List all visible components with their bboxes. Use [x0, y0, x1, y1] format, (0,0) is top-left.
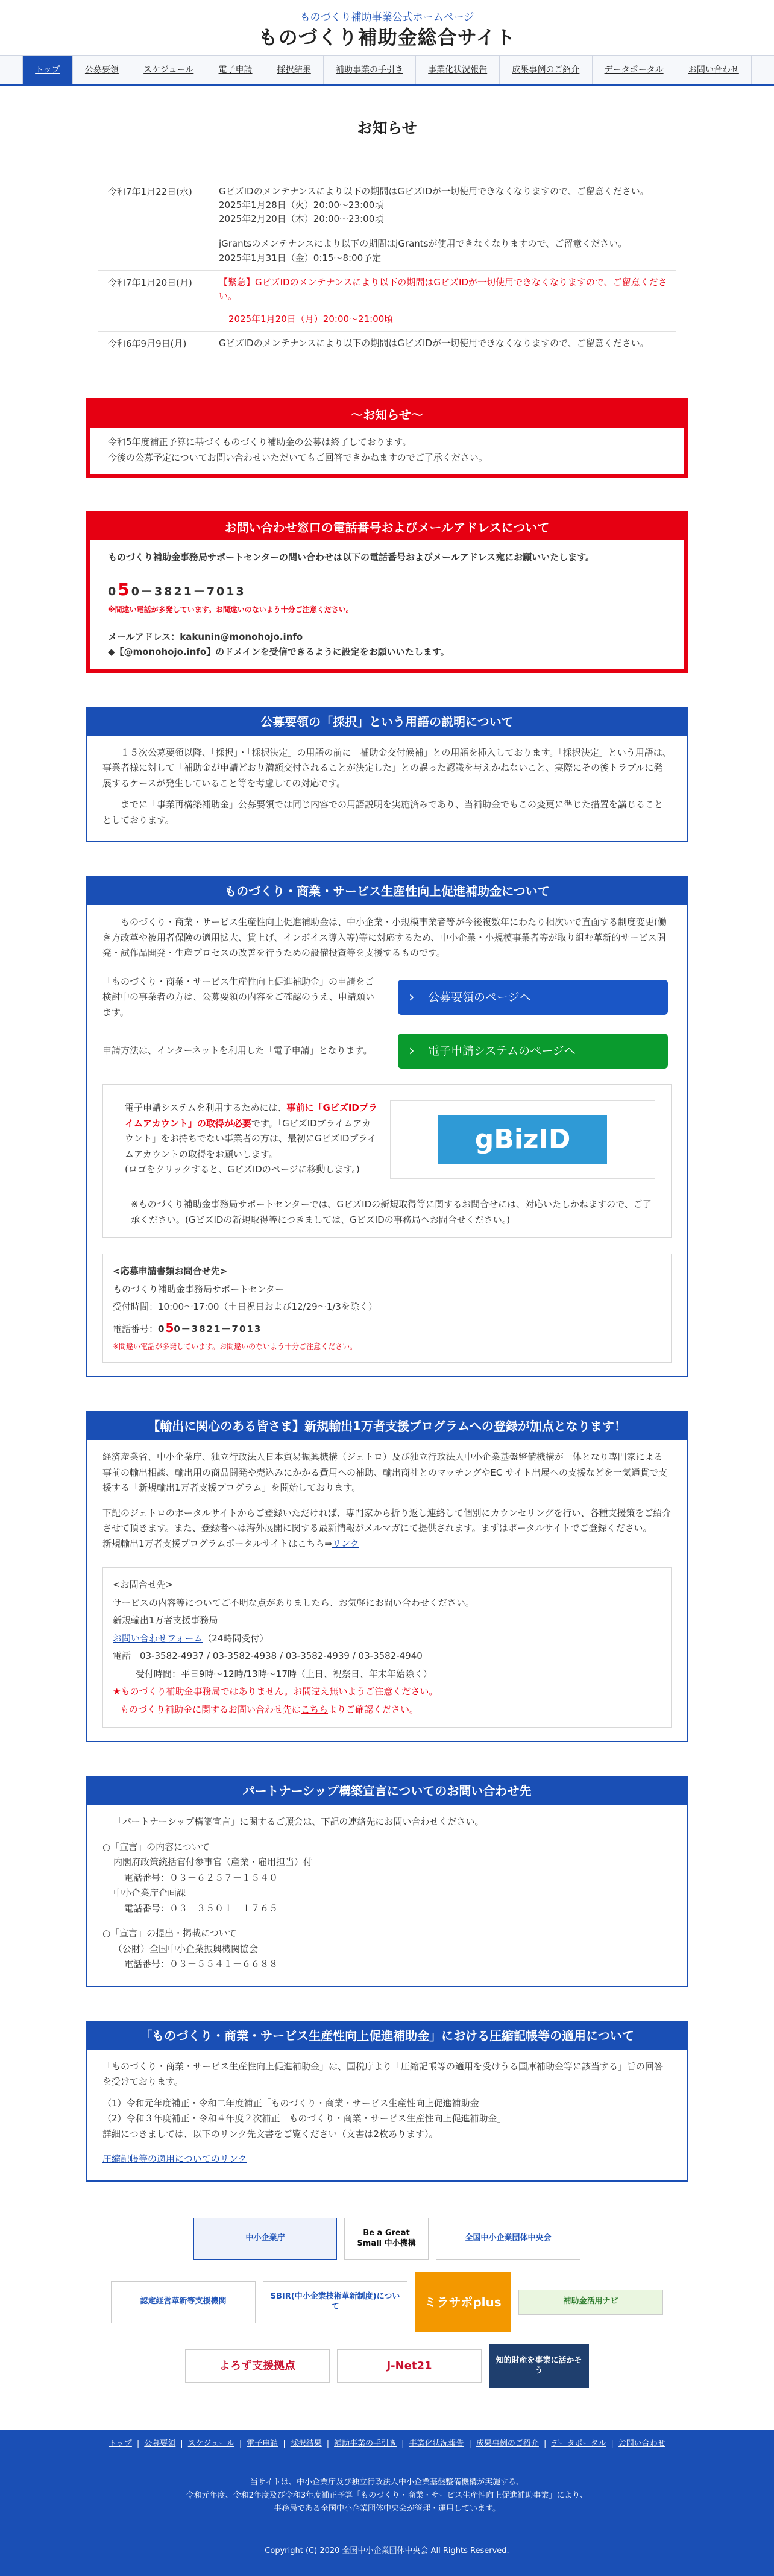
contact-org: 新規輸出1万者支援事務局	[113, 1615, 218, 1626]
section-text: １５次公募要領以降、「採択」・「採択決定」の用語の前に「補助金交付候補」との用語を挿入しております。「採択決定」という用語は、事業者様に対して「補助金が申請どおり満額交付されることが決定した」との誤った認識を与えかねないこと、実際にその後トラブルに発展するケースが発生していること等を考慮しての対応です。	[102, 747, 672, 789]
sbir-banner[interactable]: SBIR(中小企業技術革新制度)について	[263, 2281, 407, 2323]
phone-warning: ※間違い電話が多発しています。お間違いのないよう十分ご注意ください。	[108, 605, 353, 614]
news-item	[98, 180, 676, 271]
footer-link-top[interactable]: トップ	[109, 2439, 132, 2448]
gbiz-text: 電子申請システムを利用するためには、事前に「GビズIDプライムアカウント」の取得が必要です。「GビズIDプライムアカウント」をお持ちでない事業者の方は、最初にGビズIDプライムアカウントの取得をお願いします。 (ロゴをクリックすると、GビズIDのページに移動します。)	[125, 1102, 377, 1175]
compression-section	[86, 2021, 688, 2182]
footer-link-guidelines[interactable]: 公募要領	[144, 2439, 176, 2448]
contact-title: お問い合わせ窓口の電話番号およびメールアドレスについて	[90, 515, 684, 540]
partner-phone: 電話番号：０３－５５４１－６６８８	[124, 1959, 278, 1970]
partner-item: ○「宣言」の内容について	[102, 1841, 210, 1852]
site-subtitle: ものづくり補助事業公式ホームページ	[300, 11, 474, 24]
footer-link-e-application[interactable]: 電子申請	[247, 2439, 278, 2448]
nav-schedule[interactable]: スケジュール	[131, 56, 206, 84]
chevron-right-icon: ›	[409, 1042, 415, 1059]
partner-org: 中小企業庁企画課	[113, 1887, 186, 1899]
contact-email: メールアドレス：kakunin@monohojo.info	[108, 631, 303, 642]
monozukuri-section	[86, 876, 688, 1377]
section-text: 経済産業省、中小企業庁、独立行政法人日本貿易振興機構（ジェトロ）及び独立行政法人中小企業基盤整備機構が一体となり専門家による事前の輸出相談、輸出用の商品開発や売込みにかかる費用への補助、輸出商社とのマッチングやEC サイト出展への支援などを一気通貫で支援する「新規輸出1万者支援プログラム」を開始しております。	[102, 1451, 668, 1494]
news-text: 2025年1月31日（金）0:15～8:00予定	[219, 252, 382, 264]
cta-text: 「ものづくり・商業・サービス生産性向上促進補助金」の申請をご検討中の事業者の方は、公募要領の内容をご確認のうえ、申請願います。	[102, 976, 374, 1018]
section-text: 「ものづくり・商業・サービス生産性向上促進補助金」は、国税庁より「圧縮記帳等の適用を受けうる国庫補助金等に該当する」旨の回答を受けております。	[102, 2060, 664, 2088]
partner-phone: 電話番号：０３－６２５７－１５４０	[124, 1872, 278, 1883]
section-title: 「ものづくり・商業・サービス生産性向上促進補助金」における圧縮記帳等の適用について	[87, 2022, 687, 2050]
gbiz-note: ※ものづくり補助金事務局サポートセンターでは、GビズIDの新規取得等に関するお問合せには、対応いたしかねますので、ご了承ください。(GビズIDの新規取得等につきましては、GビズIDの事務局へお問合せください。)	[131, 1199, 652, 1225]
main-content	[86, 116, 688, 2182]
news-item	[98, 271, 676, 309]
copyright: Copyright (C) 2020 全国中小企業団体中央会 All Rights Reserved.	[265, 2546, 509, 2555]
compression-link[interactable]: 圧縮記帳等の適用についてのリンク	[102, 2153, 247, 2165]
section-title: 公募要領の「採択」という用語の説明について	[87, 708, 687, 736]
portal-link-text: 新規輸出1万者支援プログラムポータルサイトはこちら⇒リンク	[102, 1538, 359, 1549]
section-text: ものづくり・商業・サービス生産性向上促進補助金は、中小企業・小規模事業者等が今後複数年にわたり相次いで直面する制度変更(働き方改革や被用者保険の適用拡大、賃上げ、インボイス導入等)等に対応するため、中小企業・小規模事業者等が取り組む革新的サービス開発・試作品開発・生産プロセスの改善を行うための設備投資等を支援するものです。	[102, 917, 667, 959]
contact-heading: <お問合せ先>	[113, 1579, 174, 1591]
partner-item: ○「宣言」の提出・掲載について	[102, 1928, 237, 1939]
contact-form-line: お問い合わせフォーム（24時間受付）	[113, 1632, 269, 1644]
news-date: 令和7年1月20日(月)	[108, 277, 192, 288]
notice-text: 令和5年度補正予算に基づくものづくり補助金の公募は終了しております。	[108, 437, 412, 448]
section-text: までに「事業再構築補助金」公募要領では同じ内容での用語説明を実施済みであり、当補助金でもこの変更に準じた措置を講じることとしております。	[102, 799, 664, 826]
section-title: ものづくり・商業・サービス生産性向上促進補助金について	[87, 877, 687, 905]
export-contact	[102, 1567, 672, 1728]
nav-handbook[interactable]: 補助事業の手引き	[324, 56, 416, 84]
contact-phone: 電話 03-3582-4937 / 03-3582-4938 / 03-3582-4939 / 03-3582-4940	[113, 1650, 423, 1662]
contact-text: サービスの内容等についてご不明な点がありましたら、お気軽にお問い合わせください。	[113, 1597, 474, 1608]
section-title: 【輸出に関心のある皆さま】新規輸出1万者支援プログラムへの登録が加点となります！	[87, 1412, 687, 1440]
page-title: お知らせ	[357, 119, 417, 137]
contact-warning: ★ものづくり補助金事務局ではありません。お間違え無いようご注意ください。	[113, 1686, 438, 1697]
site-footer	[0, 2430, 774, 2576]
domain-note: ◆【@monohojo.info】のドメインを受信できるように設定をお願いいたします。	[108, 646, 450, 658]
contact-box	[86, 511, 688, 672]
contact-form-link[interactable]: お問い合わせフォーム	[113, 1632, 203, 1644]
jnet21-banner[interactable]: J-Net21	[337, 2349, 482, 2383]
news-text: GビズIDのメンテナンスにより以下の期間はGビズIDが一切使用できなくなりますので、ご留意ください。	[219, 185, 649, 197]
news-item	[98, 332, 676, 357]
partner-logos	[86, 2218, 688, 2388]
section-title: パートナーシップ構築宣言についてのお問い合わせ先	[87, 1777, 687, 1805]
footer-link-handbook[interactable]: 補助事業の手引き	[334, 2439, 397, 2448]
footer-text: 当サイトは、中小企業庁及び独立行政法人中小企業基盤整備機構が実施する、	[250, 2477, 524, 2487]
export-section	[86, 1411, 688, 1742]
certified-support-banner[interactable]: 認定経営革新等支援機関	[111, 2281, 256, 2323]
section-text: 詳細につきましては、以下のリンク先文書をご覧ください（文書は2枚あります）。	[102, 2128, 438, 2139]
news-text: GビズIDのメンテナンスにより以下の期間はGビズIDが一切使用できなくなりますので、ご留意ください。	[219, 337, 649, 349]
news-text: 2025年2月20日（木）20:00～23:00頃	[219, 213, 384, 224]
notice-text: 今後の公募予定についてお問い合わせいただいてもご回答できかねますのでご了承ください。	[108, 452, 488, 463]
guidelines-page-button[interactable]: › 公募要領のページへ	[398, 980, 668, 1015]
news-date: 令和7年1月22日(水)	[108, 186, 192, 197]
list-item: （2）令和３年度補正・令和４年度２次補正「ものづくり・商業・サービス生産性向上促進補助金」	[102, 2113, 506, 2124]
nav-guidelines[interactable]: 公募要領	[73, 56, 131, 84]
contact-lead: ものづくり補助金事務局サポートセンターの問い合わせは以下の電話番号およびメールアドレス宛にお願いいたします。	[108, 552, 595, 563]
nav-cases[interactable]: 成果事例のご紹介	[500, 56, 592, 84]
footer-text: 事務局である全国中小企業団体中央会が管理・運用しています。	[274, 2504, 500, 2513]
news-text: jGrantsのメンテナンスにより以下の期間はjGrantsが使用できなくなりますので、ご留意ください。	[219, 238, 628, 250]
contact-redirect: ものづくり補助金に関するお問い合わせ先はこちらよりご確認ください。	[120, 1703, 419, 1715]
phone-warning: ※間違い電話が多発しています。お間違いのないよう十分ご注意ください。	[113, 1342, 357, 1351]
yorozu-banner[interactable]: よろず支援拠点	[185, 2349, 330, 2383]
smrj-banner[interactable]: Be a Great Small 中小機構	[344, 2218, 429, 2260]
list-item: （1）令和元年度補正・令和二年度補正「ものづくり・商業・サービス生産性向上促進補助金」	[102, 2097, 488, 2109]
mirasapo-banner[interactable]: ミラサポplus	[415, 2272, 511, 2332]
cta-text: 申請方法は、インターネットを利用した「電子申請」となります。	[102, 1045, 373, 1056]
footer-link-report[interactable]: 事業化状況報告	[409, 2439, 464, 2448]
notice-title: ～お知らせ～	[90, 402, 684, 428]
footer-link-schedule[interactable]: スケジュール	[187, 2439, 234, 2448]
nav-data-portal[interactable]: データポータル	[593, 56, 676, 84]
site-title[interactable]: ものづくり補助金総合サイト	[258, 26, 516, 49]
contact-hours: 受付時間：10:00～17:00（土日祝日および12/29～1/3を除く）	[113, 1301, 377, 1313]
nav-results[interactable]: 採択結果	[265, 56, 324, 84]
partner-org: （公財）全国中小企業振興機関協会	[113, 1943, 259, 1954]
chevron-right-icon: ›	[409, 988, 415, 1005]
contact-text: ものづくり補助金事務局サポートセンター	[113, 1283, 284, 1295]
partner-org: 内閣府政策統括官付参事官（産業・雇用担当）付	[113, 1857, 313, 1868]
news-text-urgent-date: 2025年1月20日（月）20:00～21:00頃	[98, 308, 676, 332]
global-nav	[0, 55, 774, 86]
news-list	[86, 171, 688, 366]
contact-phone: 電話番号：050－3821－7013	[113, 1320, 262, 1335]
sme-agency-banner[interactable]: 中小企業庁	[194, 2218, 337, 2260]
phone-number: 050－3821－7013	[108, 579, 246, 599]
section-text: 下記のジェトロのポータルサイトからご登録いただければ、専門家から折り返し連絡して個別にカウンセリングを行い、各種支援策をご紹介させて頂きます。また、登録者へは海外展開に関する最新情報がメルマガにて提供されます。まずはポータルサイトでご登録ください。	[102, 1507, 672, 1534]
section-text: 「パートナーシップ構築宣言」に関するご照会は、下記の連絡先にお問い合わせください。	[113, 1816, 484, 1828]
footer-link-data-portal[interactable]: データポータル	[551, 2439, 606, 2448]
contact-heading: <応募申請書類お問合せ先>	[113, 1266, 228, 1277]
site-header	[0, 0, 774, 55]
news-text-urgent: 【緊急】GビズIDのメンテナンスにより以下の期間はGビズIDが一切使用できなくなりますので、ご留意ください。	[219, 276, 667, 301]
subsidy-navi-banner[interactable]: 補助金活用ナビ	[518, 2290, 663, 2315]
partner-phone: 電話番号：０３－３５０１－１７６５	[124, 1902, 278, 1914]
ip-banner[interactable]: 知的財産を事業に活かそう	[489, 2344, 589, 2388]
footer-link-contact[interactable]: お問い合わせ	[618, 2439, 665, 2448]
footer-link-results[interactable]: 採択結果	[290, 2439, 322, 2448]
monozukuri-contact-link[interactable]: こちら	[301, 1703, 329, 1715]
footer-link-cases[interactable]: 成果事例のご紹介	[476, 2439, 539, 2448]
nav-report[interactable]: 事業化状況報告	[416, 56, 500, 84]
chuokai-banner[interactable]: 全国中小企業団体中央会	[436, 2218, 580, 2260]
nav-top[interactable]: トップ	[22, 56, 73, 84]
portal-link[interactable]: リンク	[332, 1538, 359, 1549]
application-contact	[102, 1254, 672, 1363]
notice-box	[86, 398, 688, 478]
footer-info	[0, 2476, 774, 2516]
partnership-section	[86, 1776, 688, 1987]
contact-hours: 受付時間：平日9時～12時/13時～17時（土日、祝祭日、年末年始除く）	[136, 1668, 432, 1679]
news-text: 2025年1月28日（火）20:00～23:00頃	[219, 199, 384, 210]
gbiz-box	[102, 1084, 672, 1238]
news-date: 令和6年9月9日(月)	[108, 338, 187, 349]
nav-contact[interactable]: お問い合わせ	[676, 56, 752, 84]
gbizid-logo[interactable]: gBizID	[438, 1115, 607, 1164]
nav-e-application[interactable]: 電子申請	[206, 56, 265, 84]
footer-nav: トップ | 公募要領 | スケジュール | 電子申請 | 採択結果 | 補助事業の手引き | 事業化状況報告 | 成果事例のご紹介 | データポータル | お問い合わせ	[80, 2437, 694, 2451]
e-application-button[interactable]: › 電子申請システムのページへ	[398, 1034, 668, 1069]
saitaku-section	[86, 707, 688, 843]
footer-text: 令和元年度、令和2年度及び令和3年度補正予算「ものづくり・商業・サービス生産性向上促進補助事業」により、	[186, 2490, 588, 2500]
